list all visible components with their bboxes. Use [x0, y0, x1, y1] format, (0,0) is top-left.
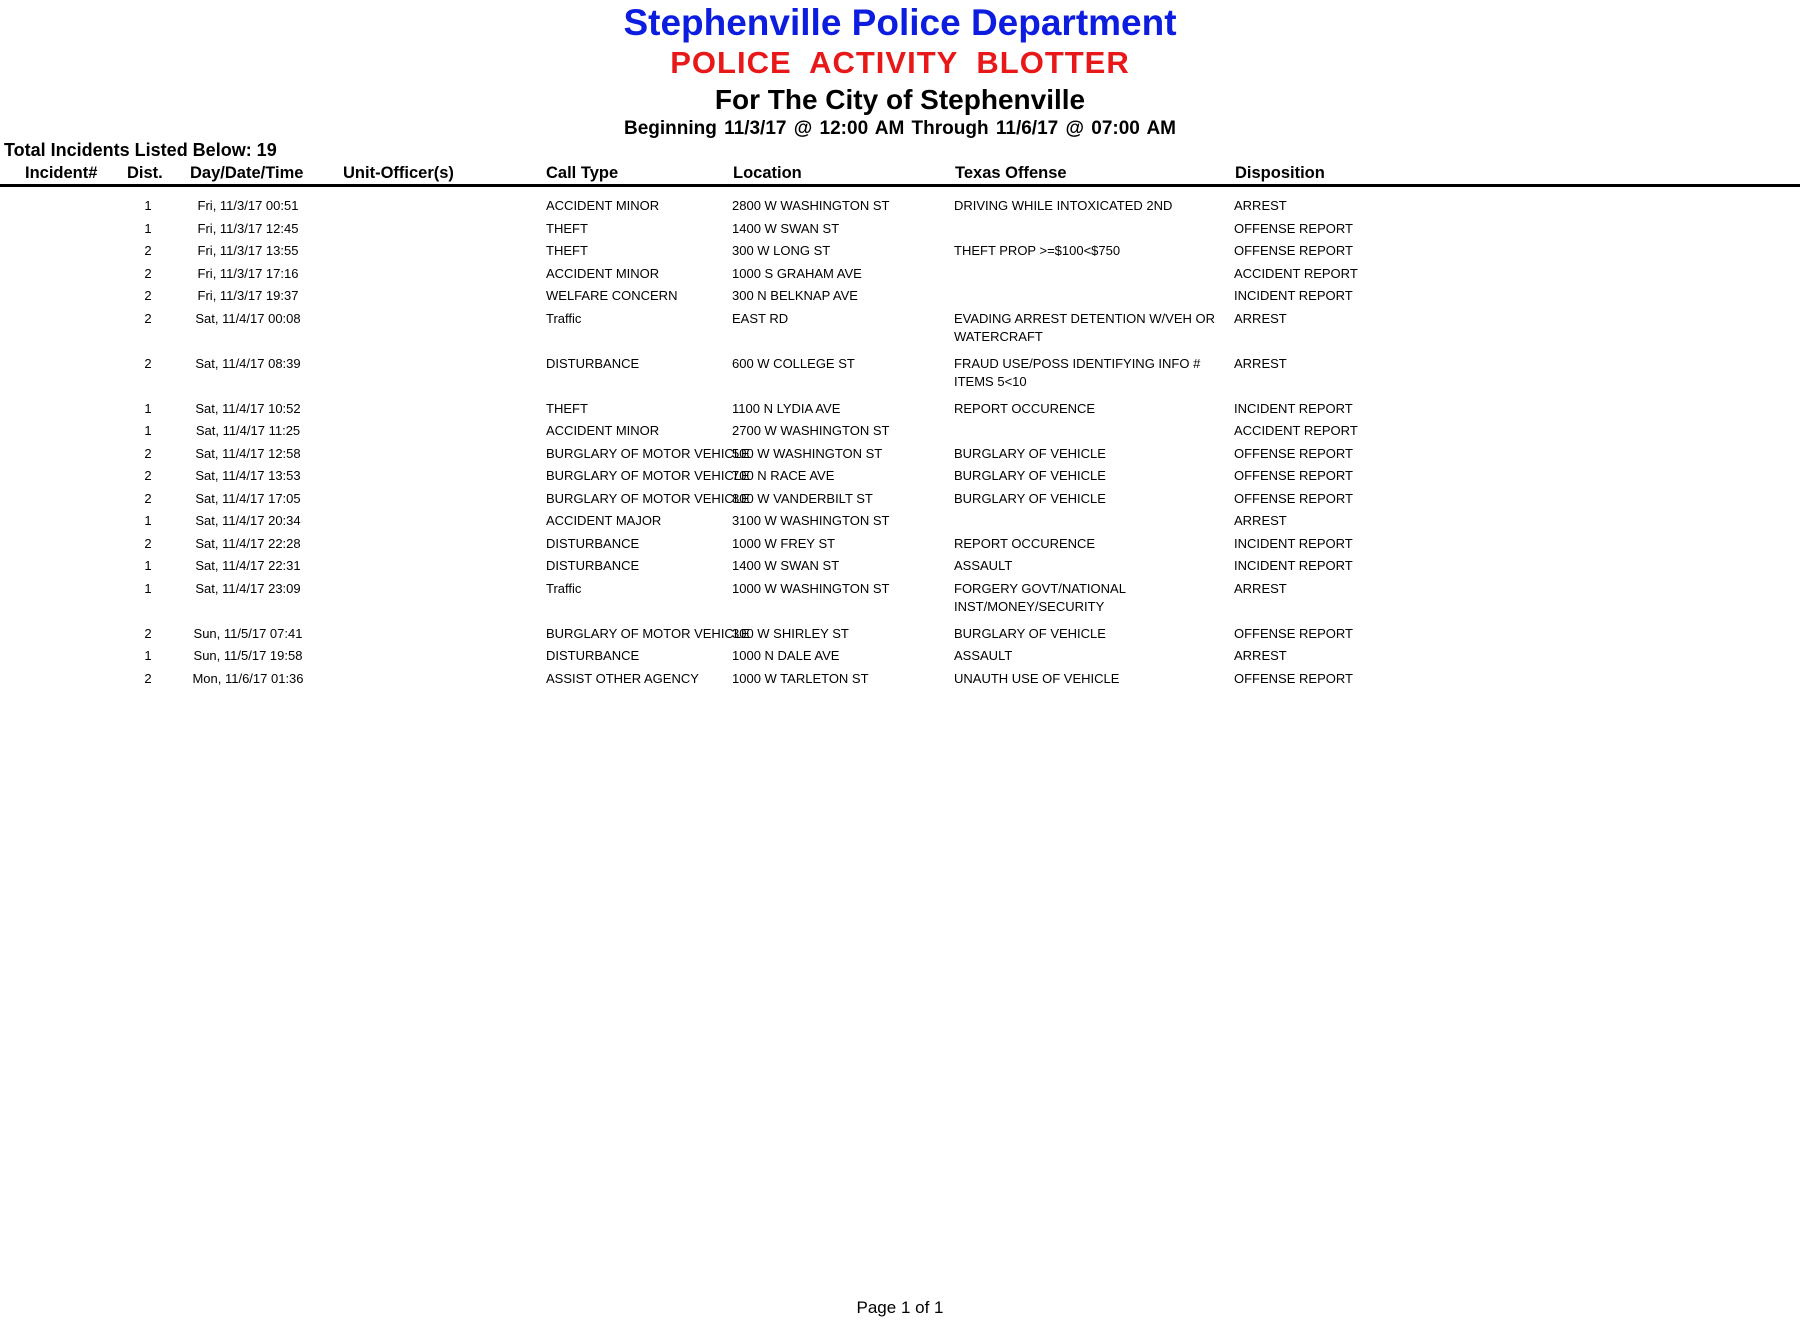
cell-offense: REPORT OCCURENCE [954, 400, 1096, 416]
cell-datetime: Sat, 11/4/17 00:08 [195, 310, 301, 326]
cell-datetime: Fri, 11/3/17 19:37 [197, 288, 299, 303]
cell-dist: 1 [144, 400, 152, 416]
cell-disposition: ACCIDENT REPORT [1234, 265, 1358, 281]
cell-call-type: ASSIST OTHER AGENCY [546, 670, 699, 686]
cell-offense: EVADING ARREST DETENTION W/VEH OR WATERCRAFT [954, 310, 1215, 344]
cell-offense: UNAUTH USE OF VEHICLE [954, 670, 1120, 686]
cell-datetime: Sat, 11/4/17 08:39 [195, 355, 301, 371]
report-title: POLICE ACTIVITY BLOTTER [670, 45, 1130, 80]
cell-dist: 1 [144, 558, 152, 573]
cell-location: 2800 W WASHINGTON ST [732, 198, 890, 213]
cell-datetime: Sat, 11/4/17 22:28 [195, 535, 301, 551]
cell-disposition: ACCIDENT REPORT [1234, 423, 1358, 438]
cell-location: EAST RD [732, 310, 789, 326]
cell-disposition: ARREST [1234, 580, 1287, 596]
cell-offense: ASSAULT [954, 558, 1013, 573]
table-row [0, 670, 1800, 693]
table-row [0, 265, 1800, 288]
table-row [0, 535, 1800, 558]
cell-datetime: Sat, 11/4/17 13:53 [195, 468, 301, 483]
table-row [0, 242, 1800, 265]
cell-disposition: ARREST [1234, 355, 1287, 371]
table-row [0, 490, 1800, 513]
cell-dist: 2 [144, 310, 152, 326]
cell-dist: 2 [144, 445, 152, 461]
cell-location: 700 N RACE AVE [732, 468, 835, 483]
total-incidents: Total Incidents Listed Below: 19 [4, 140, 277, 160]
cell-offense: DRIVING WHILE INTOXICATED 2ND [954, 198, 1173, 213]
cell-datetime: Sat, 11/4/17 23:09 [195, 580, 301, 596]
cell-datetime: Mon, 11/6/17 01:36 [192, 670, 304, 686]
cell-disposition: ARREST [1234, 310, 1287, 326]
cell-datetime: Fri, 11/3/17 17:16 [197, 265, 299, 281]
cell-call-type: BURGLARY OF MOTOR VEHICLE [546, 625, 750, 641]
cell-datetime: Fri, 11/3/17 12:45 [197, 220, 299, 236]
cell-call-type: ACCIDENT MAJOR [546, 513, 662, 528]
cell-call-type: BURGLARY OF MOTOR VEHICLE [546, 490, 750, 506]
cell-dist: 2 [144, 535, 152, 551]
cell-datetime: Sat, 11/4/17 22:31 [195, 558, 301, 573]
table-row [0, 400, 1800, 423]
cell-offense: THEFT PROP >=$100<$750 [954, 243, 1121, 258]
cell-dist: 2 [144, 355, 152, 371]
cell-location: 1400 W SWAN ST [732, 558, 840, 573]
city-subtitle: For The City of Stephenville [714, 84, 1086, 115]
cell-call-type: THEFT [546, 220, 588, 236]
cell-location: 300 W LONG ST [732, 243, 831, 258]
table-row [0, 287, 1800, 310]
department-title: Stephenville Police Department [623, 2, 1177, 43]
cell-offense: BURGLARY OF VEHICLE [954, 468, 1106, 483]
cell-location: 1400 W SWAN ST [732, 220, 840, 236]
cell-location: 1000 W TARLETON ST [732, 670, 869, 686]
cell-datetime: Sat, 11/4/17 11:25 [195, 423, 301, 438]
cell-disposition: OFFENSE REPORT [1234, 445, 1353, 461]
cell-dist: 2 [144, 265, 152, 281]
table-row [0, 355, 1800, 400]
cell-location: 1000 N DALE AVE [732, 648, 840, 663]
table-row [0, 422, 1800, 445]
cell-dist: 2 [144, 490, 152, 506]
cell-dist: 2 [144, 670, 152, 686]
table-row [0, 512, 1800, 535]
cell-location: 1100 N LYDIA AVE [732, 400, 841, 416]
cell-disposition: OFFENSE REPORT [1234, 670, 1353, 686]
table-row [0, 580, 1800, 625]
cell-datetime: Sun, 11/5/17 19:58 [193, 648, 303, 663]
cell-disposition: INCIDENT REPORT [1234, 400, 1353, 416]
page-number: Page 1 of 1 [856, 1298, 944, 1317]
cell-datetime: Sun, 11/5/17 07:41 [193, 625, 303, 641]
cell-dist: 2 [144, 468, 152, 483]
cell-offense: BURGLARY OF VEHICLE [954, 445, 1106, 461]
cell-dist: 1 [144, 198, 152, 213]
cell-call-type: THEFT [546, 243, 588, 258]
cell-disposition: OFFENSE REPORT [1234, 468, 1353, 483]
col-header-location: Location [733, 164, 802, 182]
cell-disposition: OFFENSE REPORT [1234, 220, 1353, 236]
cell-datetime: Fri, 11/3/17 00:51 [197, 198, 299, 213]
cell-dist: 2 [144, 625, 152, 641]
cell-location: 500 W WASHINGTON ST [732, 445, 883, 461]
cell-call-type: DISTURBANCE [546, 558, 640, 573]
incident-table [0, 197, 1800, 692]
cell-disposition: INCIDENT REPORT [1234, 558, 1353, 573]
cell-call-type: ACCIDENT MINOR [546, 198, 660, 213]
cell-call-type: Traffic [546, 580, 582, 596]
cell-datetime: Sat, 11/4/17 12:58 [195, 445, 301, 461]
cell-location: 300 W SHIRLEY ST [732, 625, 849, 641]
cell-location: 600 W COLLEGE ST [732, 355, 855, 371]
col-header-dist: Dist. [127, 164, 163, 182]
table-row [0, 197, 1800, 220]
cell-call-type: WELFARE CONCERN [546, 288, 678, 303]
cell-disposition: ARREST [1234, 648, 1287, 663]
cell-disposition: OFFENSE REPORT [1234, 490, 1353, 506]
cell-disposition: OFFENSE REPORT [1234, 243, 1353, 258]
cell-offense: BURGLARY OF VEHICLE [954, 490, 1106, 506]
cell-location: 1000 S GRAHAM AVE [732, 265, 862, 281]
table-row [0, 557, 1800, 580]
cell-disposition: OFFENSE REPORT [1234, 625, 1353, 641]
cell-dist: 1 [144, 220, 152, 236]
cell-dist: 1 [144, 513, 152, 528]
table-row [0, 625, 1800, 648]
table-row [0, 467, 1800, 490]
cell-offense: FORGERY GOVT/NATIONAL INST/MONEY/SECURITY [954, 580, 1126, 614]
cell-call-type: DISTURBANCE [546, 535, 640, 551]
table-row [0, 647, 1800, 670]
col-header-datetime: Day/Date/Time [190, 164, 304, 182]
col-header-disposition: Disposition [1235, 164, 1325, 182]
cell-datetime: Fri, 11/3/17 13:55 [197, 243, 299, 258]
cell-call-type: BURGLARY OF MOTOR VEHICLE [546, 445, 750, 461]
cell-location: 2700 W WASHINGTON ST [732, 423, 890, 438]
cell-call-type: ACCIDENT MINOR [546, 423, 660, 438]
header-divider [0, 184, 1800, 187]
cell-call-type: THEFT [546, 400, 588, 416]
cell-dist: 1 [144, 423, 152, 438]
col-header-offense: Texas Offense [955, 164, 1067, 182]
table-row [0, 445, 1800, 468]
col-header-call-type: Call Type [546, 164, 619, 182]
cell-datetime: Sat, 11/4/17 17:05 [195, 490, 301, 506]
date-range: Beginning 11/3/17 @ 12:00 AM Through 11/6/17 @ 07:00 AM [623, 118, 1177, 139]
cell-offense: FRAUD USE/POSS IDENTIFYING INFO # ITEMS 5<10 [954, 355, 1201, 389]
table-row [0, 220, 1800, 243]
col-header-incident: Incident# [25, 164, 98, 182]
cell-dist: 1 [144, 648, 152, 663]
cell-location: 1000 W FREY ST [732, 535, 836, 551]
cell-offense: REPORT OCCURENCE [954, 535, 1096, 551]
cell-dist: 2 [144, 288, 152, 303]
cell-datetime: Sat, 11/4/17 20:34 [195, 513, 301, 528]
cell-disposition: INCIDENT REPORT [1234, 535, 1353, 551]
cell-call-type: DISTURBANCE [546, 648, 640, 663]
cell-call-type: Traffic [546, 310, 582, 326]
table-row [0, 310, 1800, 355]
cell-call-type: DISTURBANCE [546, 355, 640, 371]
cell-datetime: Sat, 11/4/17 10:52 [195, 400, 301, 416]
cell-dist: 2 [144, 243, 152, 258]
col-header-unit: Unit-Officer(s) [343, 164, 454, 182]
cell-disposition: INCIDENT REPORT [1234, 288, 1353, 303]
cell-call-type: ACCIDENT MINOR [546, 265, 660, 281]
cell-dist: 1 [144, 580, 152, 596]
cell-offense: ASSAULT [954, 648, 1013, 663]
cell-location: 300 N BELKNAP AVE [732, 288, 858, 303]
cell-offense: BURGLARY OF VEHICLE [954, 625, 1106, 641]
cell-location: 3100 W WASHINGTON ST [732, 513, 890, 528]
cell-location: 800 W VANDERBILT ST [732, 490, 873, 506]
cell-disposition: ARREST [1234, 198, 1287, 213]
cell-location: 1000 W WASHINGTON ST [732, 580, 890, 596]
cell-disposition: ARREST [1234, 513, 1287, 528]
cell-call-type: BURGLARY OF MOTOR VEHICLE [546, 468, 750, 483]
